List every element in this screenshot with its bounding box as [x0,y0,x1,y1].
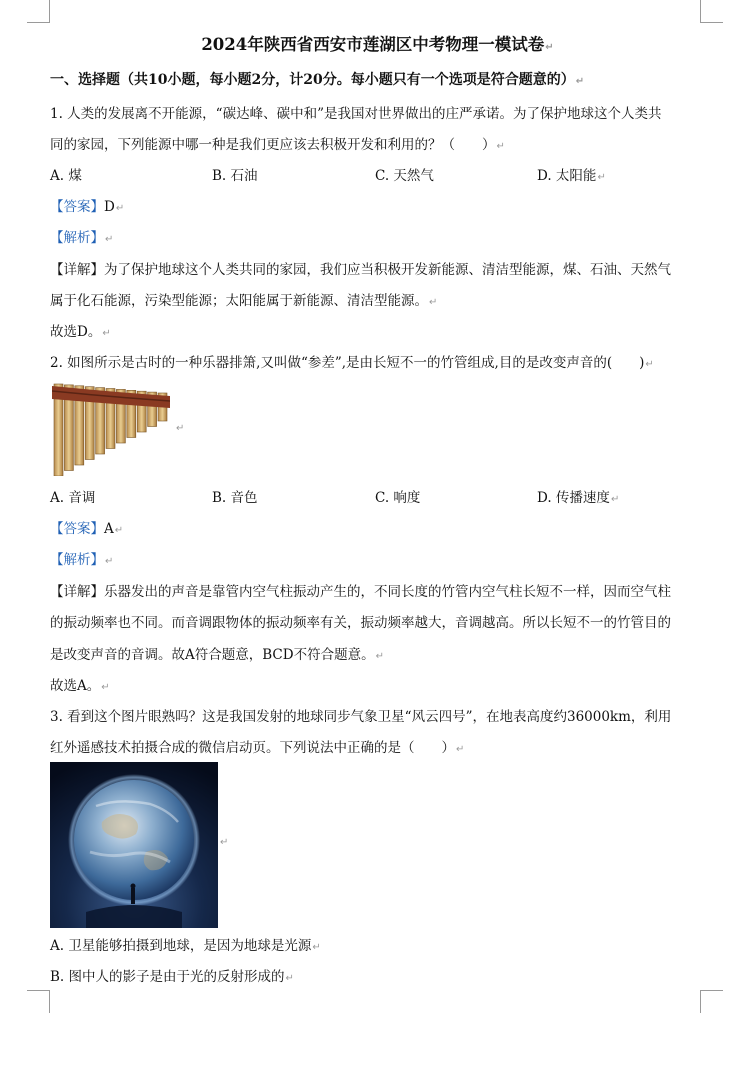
crop-mark-top-left [27,0,50,23]
paragraph-mark-icon: ↵ [429,297,438,308]
answer-label: 【答案】 [50,521,104,537]
earth-image [50,762,218,928]
q1-stem-line-2: 同的家园，下列能源中哪一种是我们更应该去积极开发和利用的？（ ）↵ [50,137,505,153]
q3-option-a: A. 卫星能够拍摄到地球，是因为地球是光源↵ [50,938,321,954]
q2-option-c: C. 响度 [375,490,421,506]
q3-option-b: B. 图中人的影子是由于光的反射形成的↵ [50,969,294,985]
paragraph-mark-icon: ↵ [610,494,620,505]
detail-label: 【详解】 [50,262,104,278]
paragraph-mark-icon: ↵ [545,42,554,53]
q1-detail-line-2: 属于化石能源，污染型能源；太阳能属于新能源、清洁型能源。↵ [50,293,438,309]
paragraph-mark-icon: ↵ [575,76,585,87]
section-heading-text: 一、选择题（共10小题，每小题2分，计20分。每小题只有一个选项是符合题意的） [50,72,575,88]
document-title-text: 2024年陕西省西安市莲湖区中考物理一模试卷 [201,35,545,54]
paragraph-mark-icon: ↵ [101,682,110,693]
paragraph-mark-icon: ↵ [375,651,384,662]
panpipe-image [52,382,170,476]
q2-option-a: A. 音调 [50,490,96,506]
q1-answer [50,197,124,219]
q3-stem-line-2: 红外遥感技术拍摄合成的微信启动页。下列说法中正确的是（ ）↵ [50,740,465,756]
crop-mark-top-right [700,0,723,23]
q2-conclusion: 故选A。↵ [50,678,110,694]
paragraph-mark-icon: ↵ [285,973,294,984]
q2-detail-line-2: 的振动频率也不同。而音调跟物体的振动频率有关，振动频率越大，音调越高。所以长短不一的竹管目的 [50,615,671,631]
q1-stem-line-1: 1. 人类的发展离不开能源，“碳达峰、碳中和”是我国对世界做出的庄严承诺。为了保护地球这个人类共 [50,106,662,122]
q2-answer-value: A [104,521,114,537]
q2-detail-line-3: 是改变声音的音调。故A符合题意，BCD不符合题意。↵ [50,647,384,663]
section-heading [50,70,584,92]
q2-option-b: B. 音色 [212,490,258,506]
paragraph-mark-icon: ↵ [312,942,321,953]
q1-option-c: C. 天然气 [375,168,434,184]
q1-analysis [50,228,113,250]
paragraph-mark-icon: ↵ [105,556,114,567]
q1-answer-value: D [104,199,115,215]
q3-stem-line-1: 3. 看到这个图片眼熟吗？这是我国发射的地球同步气象卫星“风云四号”，在地表高度约36000km，利用 [50,709,672,725]
q1-option-b: B. 石油 [212,168,258,184]
q2-analysis [50,550,113,572]
paragraph-mark-icon: ↵ [115,203,125,214]
paragraph-mark-icon: ↵ [220,837,229,848]
paragraph-mark-icon: ↵ [114,525,124,536]
q1-detail-line-1: 【详解】为了保护地球这个人类共同的家园，我们应当积极开发新能源、清洁型能源，煤、石油、天然气 [50,262,671,278]
q2-detail-line-1: 【详解】乐器发出的声音是靠管内空气柱振动产生的，不同长度的竹管内空气柱长短不一样，因而空气柱 [50,584,671,600]
paragraph-mark-icon: ↵ [176,423,185,434]
paragraph-mark-icon: ↵ [456,744,465,755]
q2-option-d: D. 传播速度↵ [537,490,620,506]
paragraph-mark-icon: ↵ [496,141,505,152]
paragraph-mark-icon: ↵ [102,328,111,339]
q2-stem-line-1: 2. 如图所示是古时的一种乐器排箫,又叫做“参差”,是由长短不一的竹管组成,目的是改变声音的( )↵ [50,355,654,371]
analysis-label: 【解析】 [50,552,104,568]
document-title [0,33,755,60]
q1-option-d: D. 太阳能↵ [537,168,606,184]
crop-mark-bottom-left [27,990,50,1013]
analysis-label: 【解析】 [50,230,104,246]
q2-answer [50,519,123,541]
paragraph-mark-icon: ↵ [105,234,114,245]
q1-conclusion: 故选D。↵ [50,324,111,340]
crop-mark-bottom-right [700,990,723,1013]
paragraph-mark-icon: ↵ [597,172,606,183]
answer-label: 【答案】 [50,199,104,215]
q1-option-a: A. 煤 [50,168,82,184]
detail-label: 【详解】 [50,584,104,600]
paragraph-mark-icon: ↵ [645,359,654,370]
